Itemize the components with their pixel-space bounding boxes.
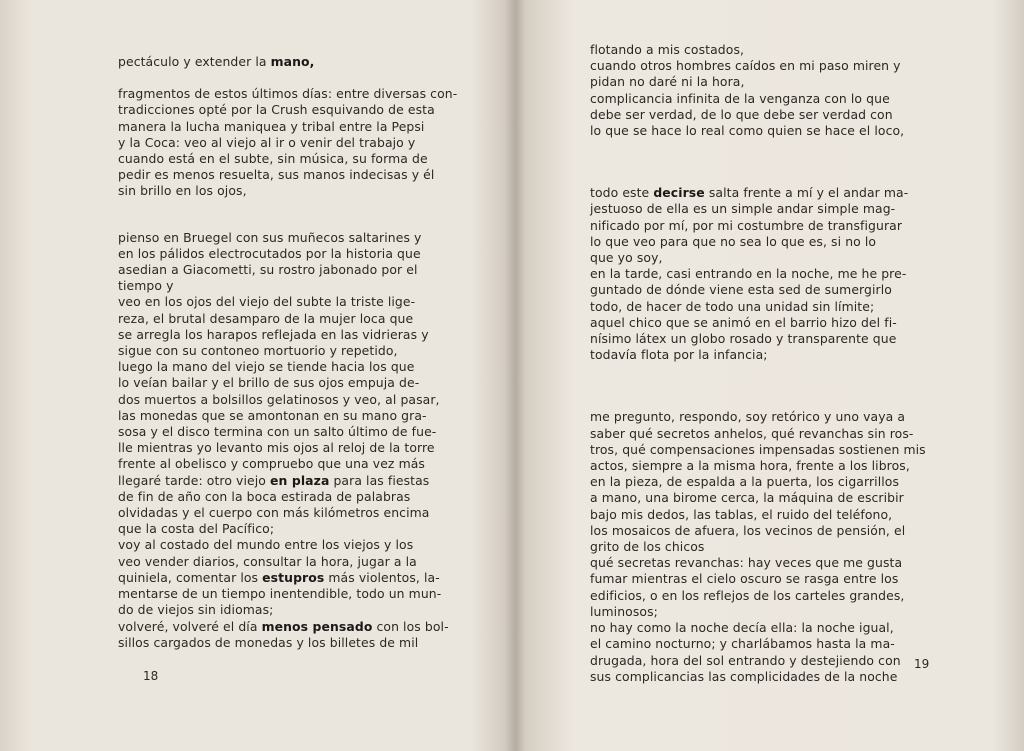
text-line: [590, 42, 962, 58]
text-run: qué secretas revanchas: hay veces que me gusta: [590, 555, 903, 571]
text-line: [590, 507, 962, 523]
text-run: que yo soy,: [590, 250, 663, 266]
text-line: [590, 74, 962, 90]
text-run: en la pieza, de espalda a la puerta, los cigarrillos: [590, 474, 900, 490]
text-run: edificios, o en los reflejos de los carteles grandes,: [590, 587, 905, 603]
text-run: quiniela, comentar los: [118, 569, 263, 585]
text-run: todavía flota por la infancia;: [590, 347, 768, 363]
bold-text-run: menos pensado: [261, 618, 373, 634]
text-line: [118, 183, 468, 199]
paragraph: [590, 185, 962, 363]
text-run: salta frente a mí y el andar ma-: [704, 185, 909, 201]
text-run: asedian a Giacometti, su rostro jabonado por el: [118, 262, 418, 278]
text-line: [590, 555, 962, 571]
text-line: [118, 343, 468, 359]
paragraph: [118, 230, 468, 651]
text-line: [590, 539, 962, 555]
text-run: flotando a mis costados,: [590, 42, 745, 57]
text-run: fumar mientras el cielo oscuro se rasga entre los: [590, 571, 899, 587]
text-run: lle mientras yo levanto mis ojos al reloj de la torre: [118, 440, 435, 456]
text-line: [590, 331, 962, 347]
text-line: [118, 135, 468, 151]
text-line: [590, 282, 962, 298]
text-line: [118, 119, 468, 135]
text-line: [590, 490, 962, 506]
text-run: frente al obelisco y compruebo que una vez más: [118, 456, 425, 472]
text-run: drugada, hora del sol entrando y destejiendo con: [590, 652, 901, 668]
text-line: [590, 123, 962, 139]
text-line: [590, 107, 962, 123]
bold-text-run: estupros: [262, 569, 325, 585]
text-run: tradicciones opté por la Crush esquivando de esta: [118, 102, 435, 118]
text-run: nísimo látex un globo rosado y transparente que: [590, 331, 897, 347]
left-page-text: [118, 54, 468, 651]
text-run: cuando otros hombres caídos en mi paso miren y: [590, 58, 901, 74]
text-line: [118, 570, 468, 586]
text-run: más violentos, la-: [324, 569, 440, 585]
text-run: saber qué secretos anhelos, qué revanchas sin ros-: [590, 425, 914, 441]
text-line: [590, 409, 962, 425]
text-line: [118, 86, 468, 102]
text-run: mentarse de un tiempo inentendible, todo un mun-: [118, 586, 442, 602]
text-line: [118, 440, 468, 456]
text-line: [118, 311, 468, 327]
bold-text-run: decirse: [653, 185, 705, 201]
text-run: que la costa del Pacífico;: [118, 521, 275, 537]
text-line: [590, 636, 962, 652]
text-line: [118, 230, 468, 246]
text-run: no hay como la noche decía ella: la noche igual,: [590, 620, 894, 636]
text-line: [590, 58, 962, 74]
text-run: complicancia infinita de la venganza con lo que: [590, 90, 890, 106]
text-run: veo vender diarios, consultar la hora, jugar a la: [118, 553, 417, 569]
text-run: guntado de dónde viene esta sed de sumergirlo: [590, 282, 892, 298]
text-line: [590, 442, 962, 458]
text-run: grito de los chicos: [590, 539, 705, 555]
text-line: [118, 327, 468, 343]
text-run: actos, siempre a la misma hora, frente a los libros,: [590, 458, 910, 474]
text-run: pienso en Bruegel con sus muñecos saltarines y: [118, 229, 422, 245]
text-run: nificado por mí, por mi costumbre de transfigurar: [590, 217, 903, 233]
bold-text-run: mano,: [270, 54, 315, 69]
text-run: dos muertos a bolsillos gelatinosos y veo, al pasar,: [118, 391, 440, 407]
text-line: [590, 315, 962, 331]
text-run: lo que se hace lo real como quien se hace el loco,: [590, 123, 905, 139]
text-line: [118, 54, 468, 70]
text-run: luego la mano del viejo se tiende hacia los que: [118, 359, 415, 375]
text-run: todo, de hacer de todo una unidad sin límite;: [590, 298, 875, 314]
paragraph: [590, 42, 962, 139]
text-run: bajo mis dedos, las tablas, el ruido del teléfono,: [590, 506, 893, 522]
text-run: con los bol-: [372, 618, 449, 634]
text-run: sus complicancias las complicidades de la noche: [590, 668, 898, 684]
paragraph: [118, 86, 468, 199]
text-line: [590, 234, 962, 250]
text-line: [590, 266, 962, 282]
text-run: cuando está en el subte, sin música, su forma de: [118, 151, 428, 167]
text-run: fragmentos de estos últimos días: entre diversas con-: [118, 86, 458, 102]
text-line: [118, 505, 468, 521]
text-run: pedir es menos resuelta, sus manos indecisas y él: [118, 167, 435, 183]
text-line: [118, 408, 468, 424]
text-run: para las fiestas: [329, 472, 430, 488]
text-run: sosa y el disco termina con un salto último de fue-: [118, 424, 437, 440]
left-page-number: 18: [143, 669, 159, 683]
paragraph-gap: [590, 139, 962, 185]
text-line: [118, 635, 468, 651]
text-line: [590, 669, 962, 685]
text-line: [118, 456, 468, 472]
text-line: [118, 424, 468, 440]
text-run: me pregunto, respondo, soy retórico y uno vaya a: [590, 409, 906, 425]
text-line: [118, 586, 468, 602]
text-line: [118, 278, 468, 294]
text-line: [590, 91, 962, 107]
text-run: se arregla los harapos reflejada en las vidrieras y: [118, 326, 429, 342]
text-line: [118, 246, 468, 262]
text-line: [118, 619, 468, 635]
text-run: aquel chico que se animó en el barrio hizo del fi-: [590, 314, 897, 330]
text-run: el camino nocturno; y charlábamos hasta la ma-: [590, 636, 895, 652]
text-line: [118, 554, 468, 570]
text-line: [118, 167, 468, 183]
text-line: [118, 602, 468, 618]
text-run: todo este: [590, 185, 654, 201]
text-line: [118, 489, 468, 505]
text-run: debe ser verdad, de lo que debe ser verdad con: [590, 106, 893, 122]
text-run: veo en los ojos del viejo del subte la triste lige-: [118, 294, 416, 310]
text-run: do de viejos sin idiomas;: [118, 602, 274, 618]
text-line: [590, 588, 962, 604]
text-line: [118, 294, 468, 310]
text-line: [590, 201, 962, 217]
text-line: [590, 523, 962, 539]
text-run: sillos cargados de monedas y los billetes de mil: [118, 634, 419, 650]
text-line: [590, 426, 962, 442]
text-line: [118, 262, 468, 278]
text-run: lo veían bailar y el brillo de sus ojos empuja de-: [118, 375, 420, 391]
text-run: manera la lucha maniquea y tribal entre la Pepsi: [118, 118, 425, 134]
text-run: a mano, una birome cerca, la máquina de escribir: [590, 490, 904, 506]
text-run: en los pálidos electrocutados por la historia que: [118, 245, 421, 261]
text-run: voy al costado del mundo entre los viejos y los: [118, 537, 414, 553]
text-run: jestuoso de ella es un simple andar simple mag-: [590, 201, 896, 217]
right-page-text: [590, 42, 962, 685]
text-run: reza, el brutal desamparo de la mujer loca que: [118, 310, 414, 326]
right-page: [518, 0, 1024, 751]
text-line: [118, 521, 468, 537]
paragraph-gap: [118, 200, 468, 230]
text-run: los mosaicos de afuera, los vecinos de pensión, el: [590, 522, 906, 538]
paragraph: [590, 409, 962, 684]
text-line: [118, 392, 468, 408]
text-run: llegaré tarde: otro viejo: [118, 472, 271, 488]
bold-text-run: en plaza: [270, 472, 330, 488]
right-page-number: 19: [914, 657, 930, 671]
text-run: luminosos;: [590, 603, 658, 619]
text-run: tiempo y: [118, 278, 174, 294]
text-line: [118, 102, 468, 118]
text-line: [590, 604, 962, 620]
text-line: [590, 218, 962, 234]
text-run: en la tarde, casi entrando en la noche, me he pre-: [590, 266, 907, 282]
text-run: las monedas que se amontonan en su mano gra-: [118, 407, 427, 423]
text-run: volveré, volveré el día: [118, 618, 262, 634]
paragraph-gap: [590, 363, 962, 409]
text-run: sigue con su contoneo mortuorio y repetido,: [118, 343, 398, 359]
text-run: y la Coca: veo al viejo al ir o venir del trabajo y: [118, 134, 416, 150]
text-run: tros, qué compensaciones impensadas sostienen mis: [590, 441, 926, 457]
text-line: [118, 473, 468, 489]
text-line: [118, 151, 468, 167]
text-run: sin brillo en los ojos,: [118, 183, 247, 199]
text-line: [590, 653, 962, 669]
text-line: [590, 571, 962, 587]
text-line: [118, 537, 468, 553]
text-line: [590, 299, 962, 315]
paragraph: [118, 54, 468, 70]
text-line: [590, 347, 962, 363]
text-run: de fin de año con la boca estirada de palabras: [118, 488, 411, 504]
text-line: [118, 359, 468, 375]
text-run: pidan no daré ni la hora,: [590, 74, 745, 90]
paragraph-gap: [118, 70, 468, 86]
text-run: pectáculo y extender la: [118, 54, 271, 69]
text-line: [590, 185, 962, 201]
text-line: [590, 474, 962, 490]
text-line: [590, 620, 962, 636]
text-line: [590, 458, 962, 474]
text-line: [590, 250, 962, 266]
text-run: lo que veo para que no sea lo que es, si no lo: [590, 233, 877, 249]
text-line: [118, 375, 468, 391]
text-run: olvidadas y el cuerpo con más kilómetros encima: [118, 505, 430, 521]
